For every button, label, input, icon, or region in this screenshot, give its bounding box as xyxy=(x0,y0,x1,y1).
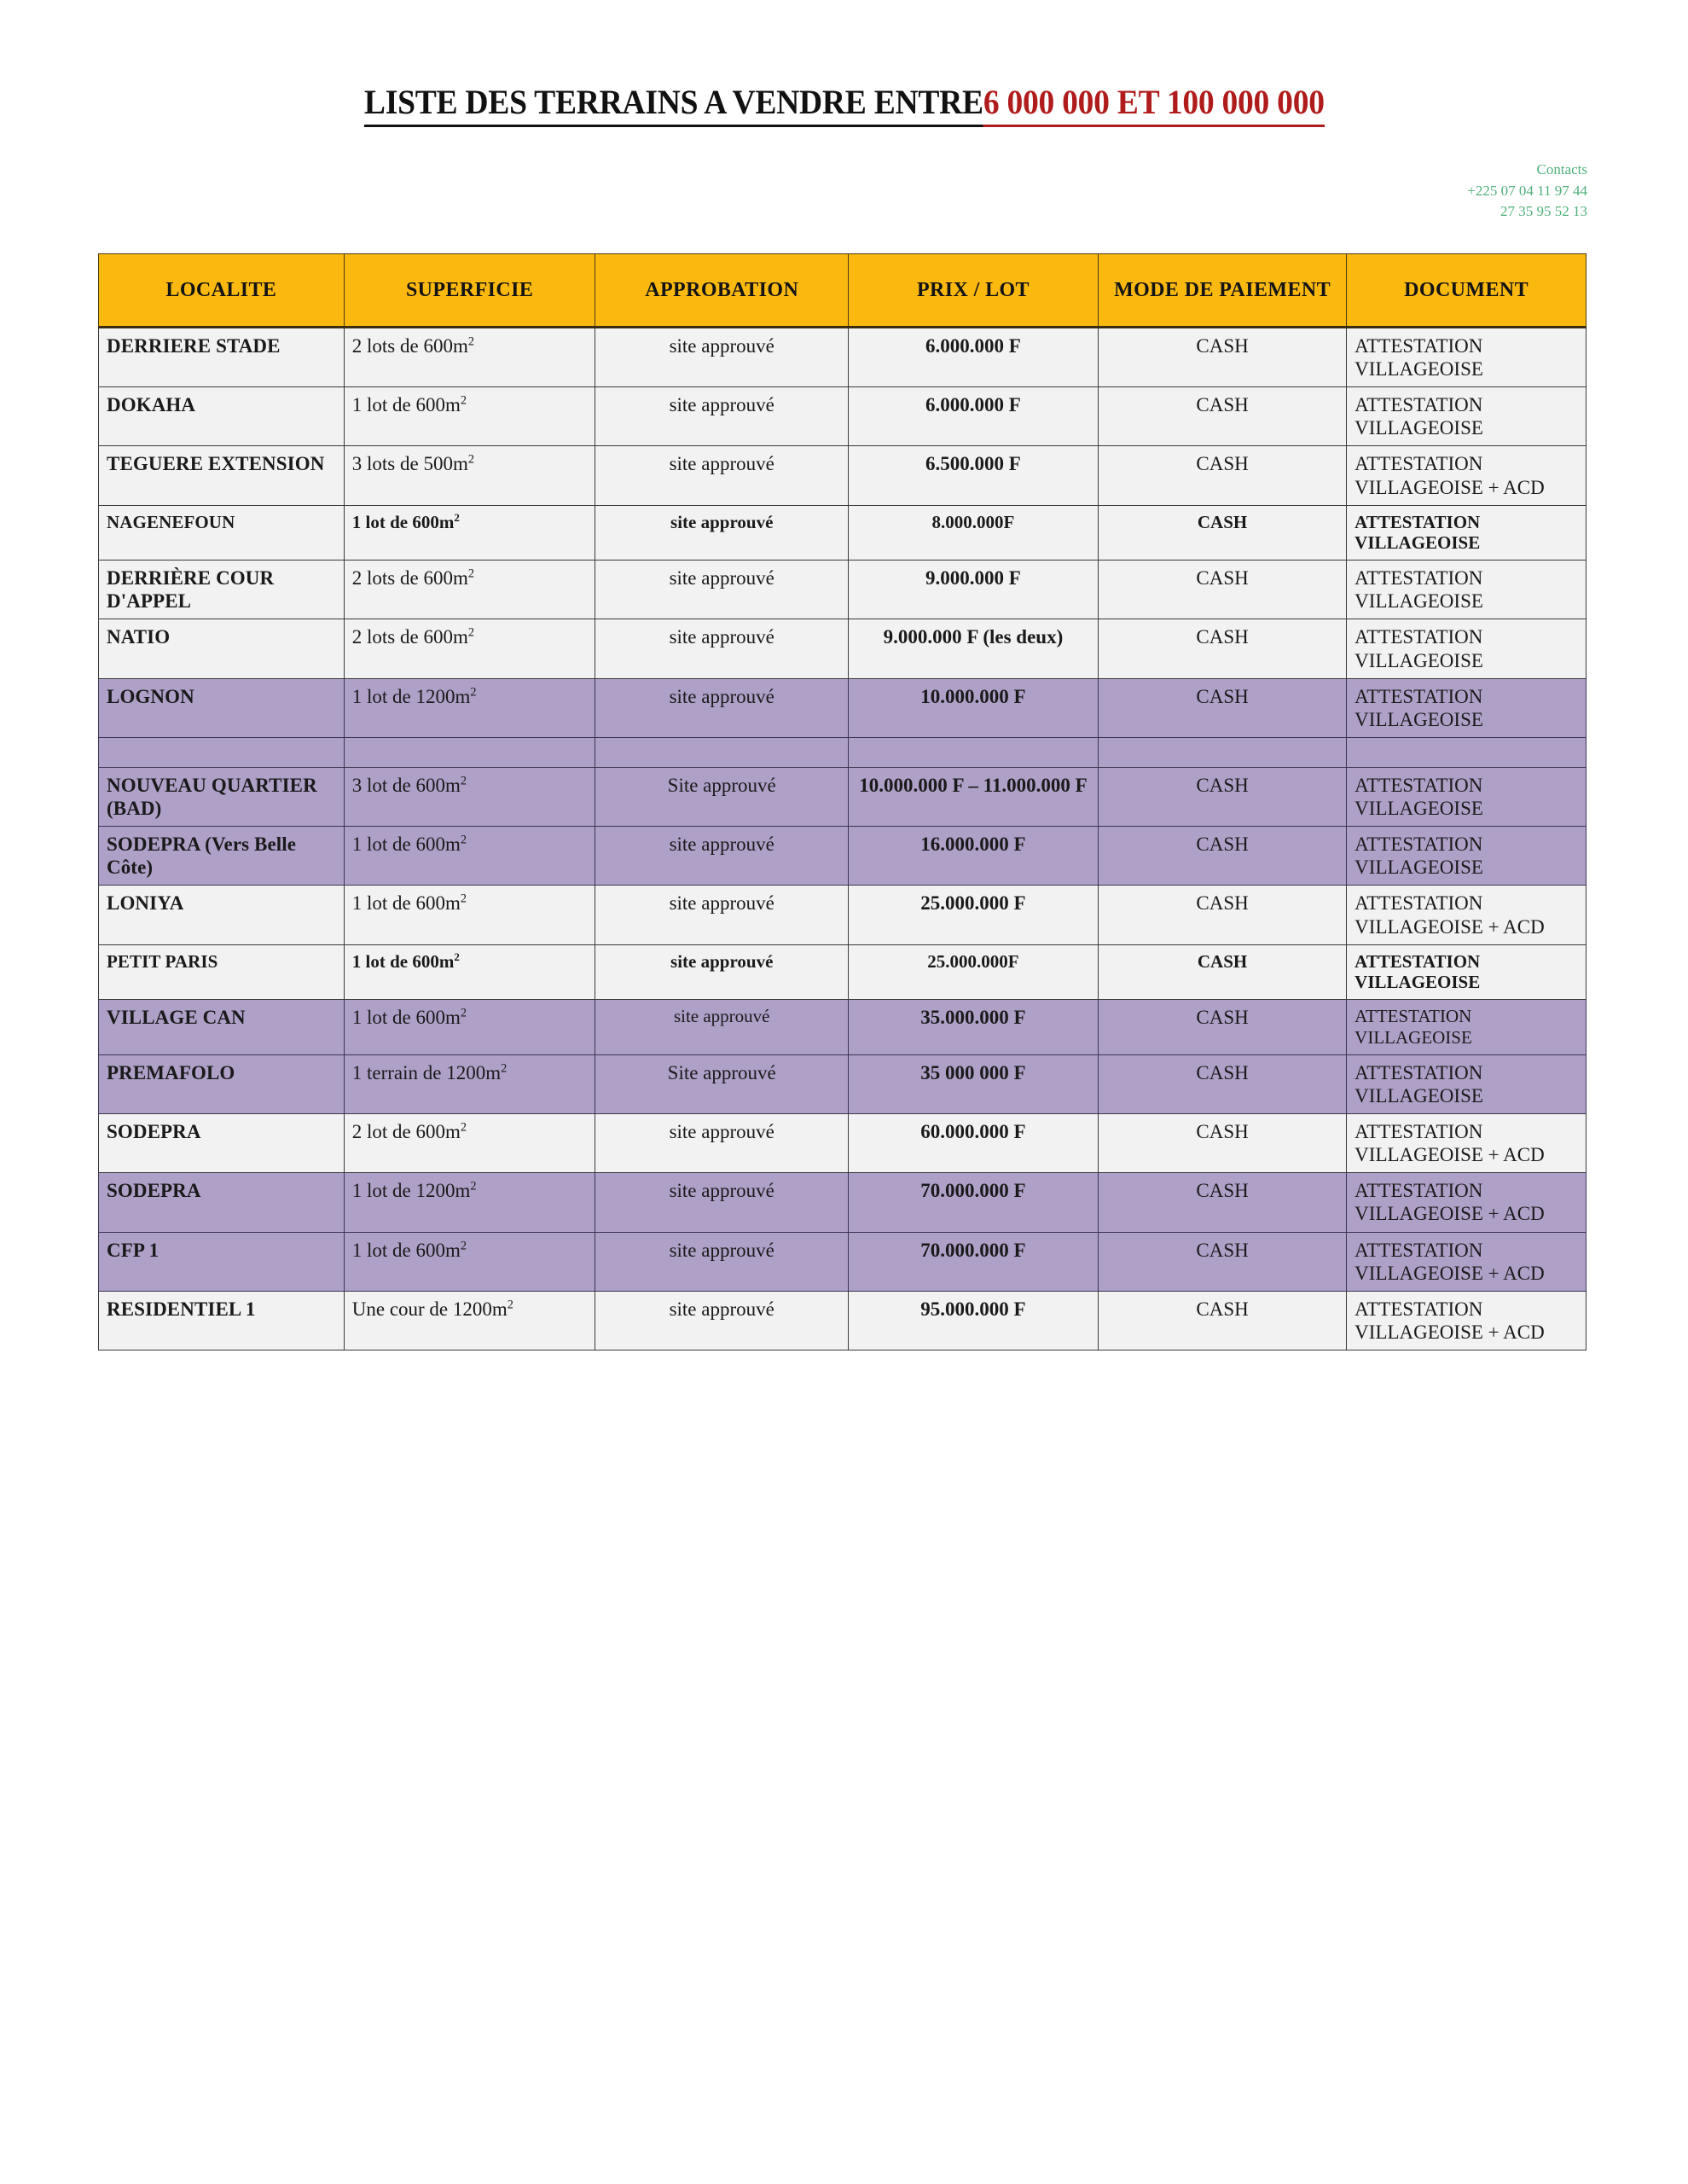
page-title xyxy=(364,82,1325,127)
table-row xyxy=(99,1000,1586,1055)
superficie-exponent: 2 xyxy=(460,833,467,847)
cell-mode: CASH xyxy=(1098,1173,1346,1232)
cell-document: ATTESTATION VILLAGEOISE xyxy=(1347,561,1586,619)
cell-approbation: site approuvé xyxy=(595,678,848,737)
table-row xyxy=(99,1114,1586,1173)
cell-approbation: Site approuvé xyxy=(595,767,848,826)
superficie-exponent: 2 xyxy=(467,566,474,581)
superficie-exponent: 2 xyxy=(454,950,460,963)
table-row xyxy=(99,1232,1586,1291)
superficie-exponent: 2 xyxy=(507,1298,513,1312)
title-block xyxy=(0,0,1688,127)
cell-localite: CFP 1 xyxy=(99,1232,345,1291)
cell-superficie: 1 lot de $1200m^2$ xyxy=(344,1173,595,1232)
cell-localite: PREMAFOLO xyxy=(99,1054,345,1113)
cell-document: ATTESTATION VILLAGEOISE xyxy=(1347,619,1586,678)
cell-mode: CASH xyxy=(1098,327,1346,386)
cell-approbation: site approuvé xyxy=(595,1232,848,1291)
cell-superficie: 3 lots de $500m^2$ xyxy=(344,446,595,505)
cell-mode: CASH xyxy=(1098,387,1346,446)
superficie-exponent: 2 xyxy=(501,1061,508,1076)
table-row xyxy=(99,1173,1586,1232)
contacts-block xyxy=(0,160,1688,223)
column-header-approbation: APPROBATION xyxy=(595,253,848,327)
cell-prix: 35.000.000 F xyxy=(848,1000,1098,1055)
cell-superficie: 2 lots de $600m^2$ xyxy=(344,561,595,619)
superficie-exponent: 2 xyxy=(467,452,474,467)
cell-approbation: site approuvé xyxy=(595,561,848,619)
cell-localite: LOGNON xyxy=(99,678,345,737)
cell-approbation: site approuvé xyxy=(595,446,848,505)
table-row xyxy=(99,886,1586,944)
page-title-red-part: 6 000 000 ET 100 000 000 xyxy=(983,82,1324,127)
cell-mode: CASH xyxy=(1098,886,1346,944)
cell-prix: 10.000.000 F – 11.000.000 F xyxy=(848,767,1098,826)
column-header-mode-de-paiement: MODE DE PAIEMENT xyxy=(1098,253,1346,327)
table-row xyxy=(99,1291,1586,1350)
cell-approbation: site approuvé xyxy=(595,1291,848,1350)
cell-superficie: 1 lot de $600m^2$ xyxy=(344,1000,595,1055)
cell-document: ATTESTATION VILLAGEOISE xyxy=(1347,387,1586,446)
cell-superficie: 1 terrain de $1200m^2$ xyxy=(344,1054,595,1113)
contacts-phone-1: +225 07 04 11 97 44 xyxy=(1467,182,1587,199)
superficie-exponent: 2 xyxy=(460,1238,467,1252)
table-row xyxy=(99,619,1586,678)
cell-approbation: site approuvé xyxy=(595,619,848,678)
cell-document: ATTESTATION VILLAGEOISE xyxy=(1347,505,1586,561)
cell-prix: 6.000.000 F xyxy=(848,387,1098,446)
cell-prix: 95.000.000 F xyxy=(848,1291,1098,1350)
cell-superficie: 2 lots de $600m^2$ xyxy=(344,327,595,386)
cell-superficie: 2 lot de $600m^2$ xyxy=(344,1114,595,1173)
cell-document: ATTESTATION VILLAGEOISE + ACD xyxy=(1347,1232,1586,1291)
cell-localite: RESIDENTIEL 1 xyxy=(99,1291,345,1350)
cell-superficie: 1 lot de $1200m^2$ xyxy=(344,678,595,737)
superficie-exponent: 2 xyxy=(460,1120,467,1135)
cell-approbation: site approuvé xyxy=(595,886,848,944)
cell-mode: CASH xyxy=(1098,827,1346,886)
table-row xyxy=(99,446,1586,505)
cell-prix: 8.000.000F xyxy=(848,505,1098,561)
cell-document: ATTESTATION VILLAGEOISE + ACD xyxy=(1347,886,1586,944)
superficie-exponent: 2 xyxy=(460,774,467,788)
table-body xyxy=(99,327,1586,1350)
table-row xyxy=(99,944,1586,1000)
superficie-exponent: 2 xyxy=(460,1006,467,1020)
cell-superficie: 1 lot de $600m^2$ xyxy=(344,944,595,1000)
cell-approbation: Site approuvé xyxy=(595,1054,848,1113)
cell-prix: 6.500.000 F xyxy=(848,446,1098,505)
cell-approbation: site approuvé xyxy=(595,827,848,886)
cell-localite xyxy=(99,737,345,767)
cell-superficie: 1 lot de $600m^2$ xyxy=(344,827,595,886)
cell-prix: 10.000.000 F xyxy=(848,678,1098,737)
cell-prix: 16.000.000 F xyxy=(848,827,1098,886)
cell-mode: CASH xyxy=(1098,505,1346,561)
cell-approbation xyxy=(595,737,848,767)
superficie-exponent: 2 xyxy=(470,685,477,700)
cell-mode: CASH xyxy=(1098,678,1346,737)
cell-prix xyxy=(848,737,1098,767)
contacts-phone-2: 27 35 95 52 13 xyxy=(1500,203,1587,220)
cell-approbation: site approuvé xyxy=(595,1173,848,1232)
cell-document: ATTESTATION VILLAGEOISE xyxy=(1347,944,1586,1000)
cell-localite: VILLAGE CAN xyxy=(99,1000,345,1055)
column-header-document: DOCUMENT xyxy=(1347,253,1586,327)
cell-document: ATTESTATION VILLAGEOISE + ACD xyxy=(1347,1114,1586,1173)
cell-mode: CASH xyxy=(1098,561,1346,619)
column-header-localite: LOCALITE xyxy=(99,253,345,327)
cell-prix: 25.000.000F xyxy=(848,944,1098,1000)
table-header-row xyxy=(99,253,1586,327)
superficie-exponent: 2 xyxy=(467,625,474,640)
cell-superficie: 2 lots de $600m^2$ xyxy=(344,619,595,678)
cell-superficie: Une cour de $1200m^2$ xyxy=(344,1291,595,1350)
cell-superficie xyxy=(344,737,595,767)
cell-document: ATTESTATION VILLAGEOISE xyxy=(1347,1054,1586,1113)
cell-localite: NATIO xyxy=(99,619,345,678)
cell-superficie: 1 lot de $600m^2$ xyxy=(344,886,595,944)
cell-approbation: site approuvé xyxy=(595,387,848,446)
cell-document: ATTESTATION VILLAGEOISE + ACD xyxy=(1347,446,1586,505)
cell-localite: SODEPRA (Vers Belle Côte) xyxy=(99,827,345,886)
contacts-label: Contacts xyxy=(1536,161,1587,177)
cell-approbation: site approuvé xyxy=(595,944,848,1000)
cell-prix: 35 000 000 F xyxy=(848,1054,1098,1113)
cell-mode: CASH xyxy=(1098,619,1346,678)
cell-approbation: site approuvé xyxy=(595,1000,848,1055)
cell-document: ATTESTATION VILLAGEOISE xyxy=(1347,1000,1586,1055)
cell-mode: CASH xyxy=(1098,767,1346,826)
cell-approbation: site approuvé xyxy=(595,327,848,386)
land-list-table xyxy=(98,253,1586,1350)
cell-prix: 6.000.000 F xyxy=(848,327,1098,386)
cell-localite: PETIT PARIS xyxy=(99,944,345,1000)
cell-mode: CASH xyxy=(1098,1114,1346,1173)
table-row xyxy=(99,327,1586,386)
cell-document: ATTESTATION VILLAGEOISE xyxy=(1347,767,1586,826)
table-row xyxy=(99,827,1586,886)
cell-prix: 9.000.000 F xyxy=(848,561,1098,619)
cell-document: ATTESTATION VILLAGEOISE + ACD xyxy=(1347,1291,1586,1350)
superficie-exponent: 2 xyxy=(467,334,474,349)
page-title-black-part: LISTE DES TERRAINS A VENDRE ENTRE xyxy=(364,82,983,127)
cell-localite: SODEPRA xyxy=(99,1114,345,1173)
cell-superficie: 3 lot de $600m^2$ xyxy=(344,767,595,826)
table-row xyxy=(99,561,1586,619)
cell-mode: CASH xyxy=(1098,944,1346,1000)
cell-prix: 25.000.000 F xyxy=(848,886,1098,944)
cell-localite: NAGENEFOUN xyxy=(99,505,345,561)
cell-document: ATTESTATION VILLAGEOISE + ACD xyxy=(1347,1173,1586,1232)
superficie-exponent: 2 xyxy=(470,1179,477,1194)
cell-mode: CASH xyxy=(1098,1054,1346,1113)
cell-document xyxy=(1347,737,1586,767)
cell-document: ATTESTATION VILLAGEOISE xyxy=(1347,327,1586,386)
land-table-wrapper xyxy=(0,253,1688,1350)
column-header-superficie: SUPERFICIE xyxy=(344,253,595,327)
table-row xyxy=(99,767,1586,826)
cell-document: ATTESTATION VILLAGEOISE xyxy=(1347,827,1586,886)
table-spacer-row xyxy=(99,737,1586,767)
table-header xyxy=(99,253,1586,327)
superficie-exponent: 2 xyxy=(454,510,460,524)
cell-mode: CASH xyxy=(1098,1232,1346,1291)
cell-approbation: site approuvé xyxy=(595,505,848,561)
cell-superficie: 1 lot de $600m^2$ xyxy=(344,387,595,446)
cell-mode: CASH xyxy=(1098,1000,1346,1055)
cell-mode: CASH xyxy=(1098,446,1346,505)
cell-prix: 70.000.000 F xyxy=(848,1232,1098,1291)
cell-mode: CASH xyxy=(1098,1291,1346,1350)
cell-prix: 60.000.000 F xyxy=(848,1114,1098,1173)
cell-localite: DERRIÈRE COUR D'APPEL xyxy=(99,561,345,619)
cell-superficie: 1 lot de $600m^2$ xyxy=(344,1232,595,1291)
cell-localite: SODEPRA xyxy=(99,1173,345,1232)
cell-localite: DERRIERE STADE xyxy=(99,327,345,386)
cell-localite: LONIYA xyxy=(99,886,345,944)
cell-mode xyxy=(1098,737,1346,767)
table-row xyxy=(99,678,1586,737)
cell-localite: NOUVEAU QUARTIER (BAD) xyxy=(99,767,345,826)
cell-prix: 70.000.000 F xyxy=(848,1173,1098,1232)
superficie-exponent: 2 xyxy=(460,892,467,906)
cell-document: ATTESTATION VILLAGEOISE xyxy=(1347,678,1586,737)
cell-superficie: 1 lot de $600m^2$ xyxy=(344,505,595,561)
table-row xyxy=(99,387,1586,446)
cell-localite: DOKAHA xyxy=(99,387,345,446)
column-header-prix-lot: PRIX / LOT xyxy=(848,253,1098,327)
cell-localite: TEGUERE EXTENSION xyxy=(99,446,345,505)
cell-approbation: site approuvé xyxy=(595,1114,848,1173)
cell-prix: 9.000.000 F (les deux) xyxy=(848,619,1098,678)
table-row xyxy=(99,505,1586,561)
table-row xyxy=(99,1054,1586,1113)
superficie-exponent: 2 xyxy=(460,393,467,408)
